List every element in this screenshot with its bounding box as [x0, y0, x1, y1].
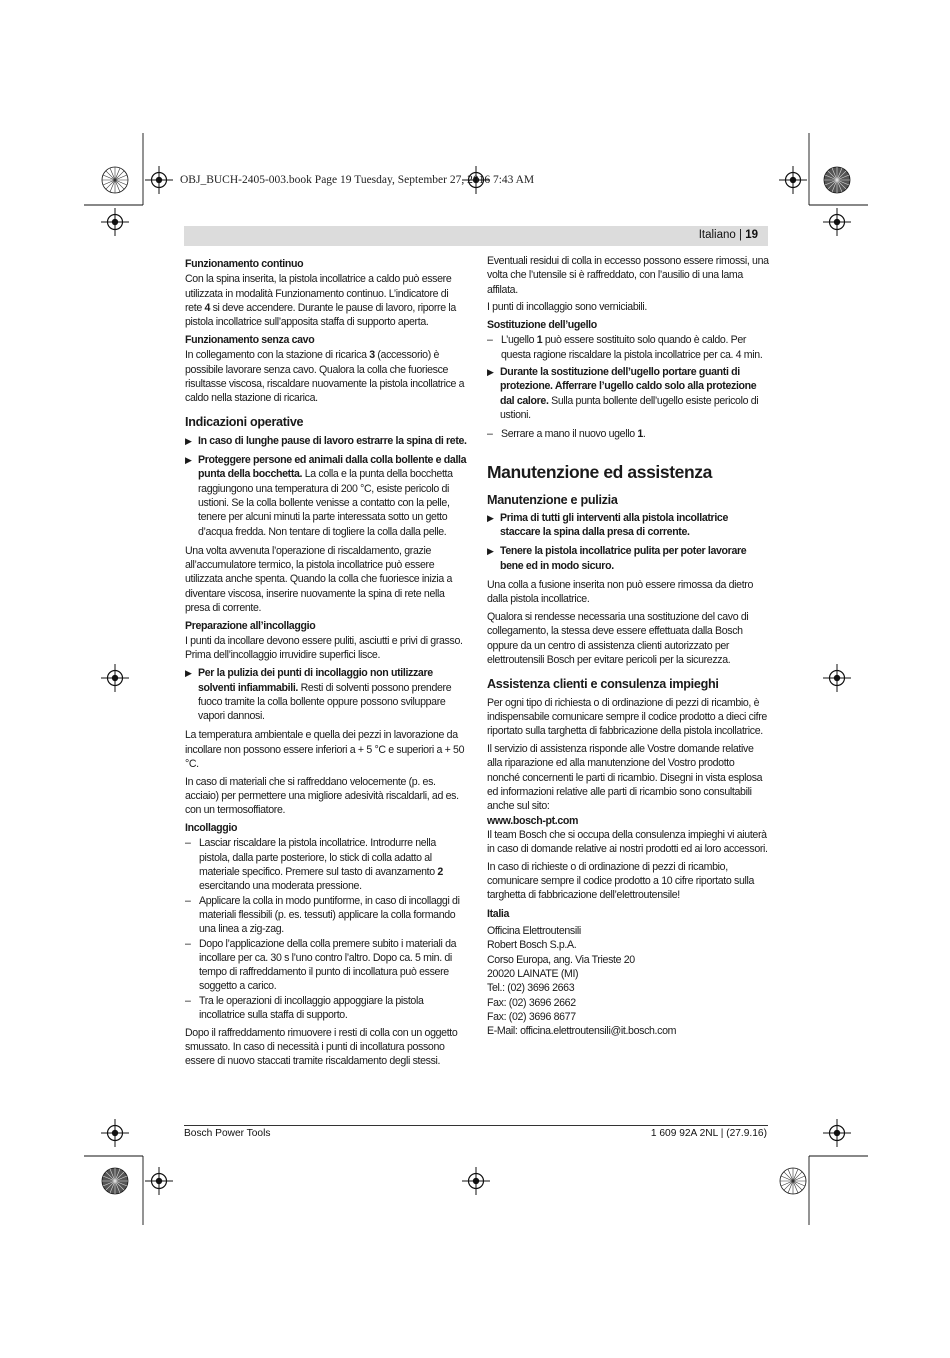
warning-text: Proteggere persone ed animali dalla colla bollente e dalla punta della bocchetta.	[198, 454, 467, 481]
text: L’ugello	[501, 334, 537, 347]
paragraph: In caso di richieste o di ordinazione di pezzi di ricambio, comunicare sempre il codice prodotto a 10 cifre riportato sulla targhetta di fabbricazione dell’elettroutensile!	[487, 860, 755, 902]
dash-bullet: –	[487, 428, 493, 441]
warning-text: Durante la sostituzione dell’ugello portare guanti di protezione. Afferrare l’ugello caldo solo alla protezione dal calore.	[500, 366, 757, 407]
paragraph: Una volta avvenuta l’operazione di riscaldamento, grazie all’accumulatore termico, la pistola incollatrice può essere utilizzata anche spenta. Quando la colla che fuoriesce inizia a diventare viscosa, inserire nuovamente la spina di rete nella presa di corrente.	[185, 544, 453, 615]
text: può essere sostituito solo quando è caldo. Per questa ragione riscaldare la pistola incollatrice per ca. 4 min.	[501, 334, 763, 361]
heading-incollaggio: Incollaggio	[185, 822, 238, 835]
address-line: Robert Bosch S.p.A.	[487, 939, 577, 952]
dash-bullet: –	[185, 937, 191, 950]
dash-bullet: –	[487, 334, 493, 347]
list-item	[185, 894, 467, 937]
paragraph: Per ogni tipo di richiesta o di ordinazione di pezzi di ricambio, è indispensabile comunicare sempre il codice prodotto a dieci cifre riportato sulla targhetta di fabbricazione della pistola incollatrice.	[487, 696, 767, 738]
website-link[interactable]	[487, 814, 769, 828]
heading-italia: Italia	[487, 907, 510, 920]
list-item	[185, 937, 467, 994]
page-number: 19	[745, 229, 758, 241]
footer-brand: Bosch Power Tools	[184, 1128, 271, 1139]
address-line: Officina Elettroutensili	[487, 925, 581, 938]
address-line: 20020 LAINATE (MI)	[487, 967, 579, 980]
heading-sostituzione-ugello: Sostituzione dell’ugello	[487, 319, 597, 332]
list-item	[487, 333, 769, 362]
address-line: Corso Europa, ang. Via Trieste 20	[487, 953, 635, 966]
paragraph	[185, 348, 467, 405]
paragraph: Una colla a fusione inserita non può essere rimossa da dietro dalla pistola incollatrice.	[487, 579, 754, 606]
paragraph: Il team Bosch che si occupa della consulenza impieghi vi aiuterà in caso di domande relative ai nostri prodotti ed ai loro accessori.	[487, 828, 768, 856]
email-line: E-Mail: officina.elettroutensili@it.bosch.com	[487, 1025, 677, 1038]
paragraph: Qualora si rendesse necessaria una sostituzione del cavo di collegamento, la stessa deve essere effettuata dalla Bosch oppure da un centro di assistenza clienti autorizzato per elettroutensili Bosch per evitare pericoli per la sicurezza.	[487, 611, 749, 667]
arrow-bullet-icon: ▶	[185, 668, 192, 679]
warning-item	[487, 365, 769, 422]
text: Serrare a mano il nuovo ugello	[501, 428, 638, 441]
text: Tra le operazioni di incollaggio appoggiare la pistola incollatrice sulla staffa di supporto.	[199, 994, 424, 1022]
arrow-bullet-icon: ▶	[185, 455, 192, 466]
dash-bullet: –	[185, 994, 191, 1007]
paragraph: I punti di incollaggio sono verniciabili.	[487, 301, 647, 314]
arrow-bullet-icon: ▶	[487, 512, 494, 523]
heading-funzionamento-senza-cavo: Funzionamento senza cavo	[185, 333, 315, 346]
text: Lasciar riscaldare la pistola incollatrice. Introdurre nella pistola, dalla parte posteriore, lo stick di colla adatto al materiale specifico. Premere sul tasto di avanzamento	[199, 837, 438, 879]
text: In collegamento con la stazione di ricarica	[185, 349, 370, 362]
paragraph: Dopo il raffreddamento rimuovere i resti di colla con un oggetto smussato. In caso di necessità i punti di incollatura possono essere di nuovo staccati tramite riscaldamento degli stessi.	[185, 1026, 458, 1068]
dash-bullet: –	[185, 894, 191, 907]
warning-text: In caso di lunghe pause di lavoro estrarre la spina di rete.	[198, 434, 467, 447]
text: Applicare la colla in modo puntiforme, in caso di incollaggi di materiali flessibili (p. es. tessuti) applicare la colla formando una linea a zig-zag.	[199, 894, 460, 936]
dash-bullet: –	[185, 837, 191, 850]
page-header	[699, 229, 758, 241]
heading-preparazione: Preparazione all’incollaggio	[185, 619, 316, 632]
arrow-bullet-icon: ▶	[487, 546, 494, 557]
heading-manutenzione-e-pulizia: Manutenzione e pulizia	[487, 492, 618, 507]
warning-item	[487, 511, 769, 540]
ref-number: 2	[437, 866, 443, 879]
left-column	[185, 254, 467, 1072]
heading-indicazioni-operative: Indicazioni operative	[185, 415, 304, 430]
ref-number: 3	[369, 349, 375, 362]
ref-number: 1	[637, 428, 643, 441]
heading-manutenzione-ed-assistenza: Manutenzione ed assistenza	[487, 461, 712, 482]
text: Con la spina inserita, la pistola incollatrice a caldo può essere utilizzata in modalità Funzionamento continuo. L’indicatore di rete	[185, 273, 452, 314]
warning-text: Prima di tutti gli interventi alla pistola incollatrice staccare la spina dalla presa di corrente.	[500, 511, 728, 539]
address-block	[487, 924, 769, 1038]
list-item	[487, 427, 769, 441]
fax-line: Fax: (02) 3696 8677	[487, 1010, 576, 1023]
header-separator: |	[739, 229, 742, 241]
heading-assistenza-clienti: Assistenza clienti e consulenza impieghi	[487, 677, 719, 692]
text: esercitando una moderata pressione.	[199, 880, 362, 893]
warning-item	[185, 666, 467, 723]
right-column	[487, 254, 769, 1038]
ref-number: 4	[204, 301, 210, 314]
warning-item	[487, 544, 769, 573]
warning-item	[185, 434, 467, 448]
text: La colla e la punta della bocchetta raggiungono una temperatura di 200 °C, esiste pericolo di ustioni. Se la colla bollente venisse a contatto con la pelle, tenere per alcuni minuti la parte interessata sotto un getto d’acqua fredda. Non tentare di togliere la colla dalla pelle.	[198, 468, 453, 538]
paragraph: La temperatura ambientale e quella dei pezzi in lavorazione da incollare non possono essere inferiori a + 5 °C e superiori a + 50 °C.	[185, 729, 465, 770]
text: Sulla punta bollente dell’ugello esiste pericolo di ustioni.	[500, 394, 759, 421]
paragraph: I punti da incollare devono essere puliti, asciutti e privi di grasso. Prima dell’incollaggio irruvidire superfici lisce.	[185, 635, 463, 662]
book-info-line: OBJ_BUCH-2405-003.book Page 19 Tuesday, September 27, 2016 7:43 AM	[180, 174, 535, 186]
paragraph: In caso di materiali che si raffreddano velocemente (p. es. acciaio) per permettere una migliore adesività riscaldarli, ad es. con un termosoffiatore.	[185, 775, 459, 817]
warning-item	[185, 453, 467, 539]
text: Dopo l’applicazione della colla premere subito i materiali da incollare per ca. 30 s l’uno contro l’altro. Dopo ca. 5 min. di tempo di raffreddamento il punto di incollatura può essere soggetto a carico.	[199, 937, 457, 993]
text: Resti di solventi possono prendere fuoco tramite la colla bollente oppure possono sviluppare vapori dannosi.	[198, 681, 452, 723]
page-header-bar	[184, 226, 768, 246]
paragraph: Il servizio di assistenza risponde alle Vostre domande relative alla riparazione ed alla manutenzione del Vostro prodotto nonché concernenti le parti di ricambio. Disegni in vista esplosa ed informazioni relative alle parti di ricambio sono consultabili anche sul sito:	[487, 743, 763, 813]
warning-text: Tenere la pistola incollatrice pulita per poter lavorare bene ed in modo sicuro.	[500, 545, 747, 572]
arrow-bullet-icon: ▶	[185, 435, 192, 446]
ref-number: 1	[536, 334, 543, 347]
fax-line: Fax: (02) 3696 2662	[487, 996, 576, 1009]
warning-text: Per la pulizia dei punti di incollaggio non utilizzare solventi infiammabili.	[198, 667, 433, 694]
phone-line: Tel.: (02) 3696 2663	[487, 982, 575, 995]
website-url[interactable]: www.bosch-pt.com	[487, 814, 579, 827]
paragraph: Eventuali residui di colla in eccesso possono essere rimossi, una volta che l’utensile si è raffreddato, con l’ausilio di una lama affilata.	[487, 255, 769, 296]
list-item	[185, 994, 467, 1023]
footer-doc-code: 1 609 92A 2NL | (27.9.16)	[650, 1128, 767, 1139]
arrow-bullet-icon: ▶	[487, 367, 494, 378]
text: .	[642, 428, 646, 441]
paragraph	[185, 272, 467, 329]
list-item	[185, 836, 467, 893]
text: (accessorio) è possibile lavorare senza cavo. Qualora la colla che fuoriesce risultasse viscosa, riscaldare nuovamente la pistola incollatrice a caldo nella stazione di ricarica.	[185, 349, 465, 405]
heading-funzionamento-continuo: Funzionamento continuo	[185, 258, 304, 270]
header-language: Italiano	[698, 229, 736, 241]
footer-rule	[184, 1125, 768, 1126]
text: si deve accendere. Durante le pause di lavoro, riporre la pistola incollatrice sull’apposita staffa di supporto aperta.	[185, 301, 456, 329]
